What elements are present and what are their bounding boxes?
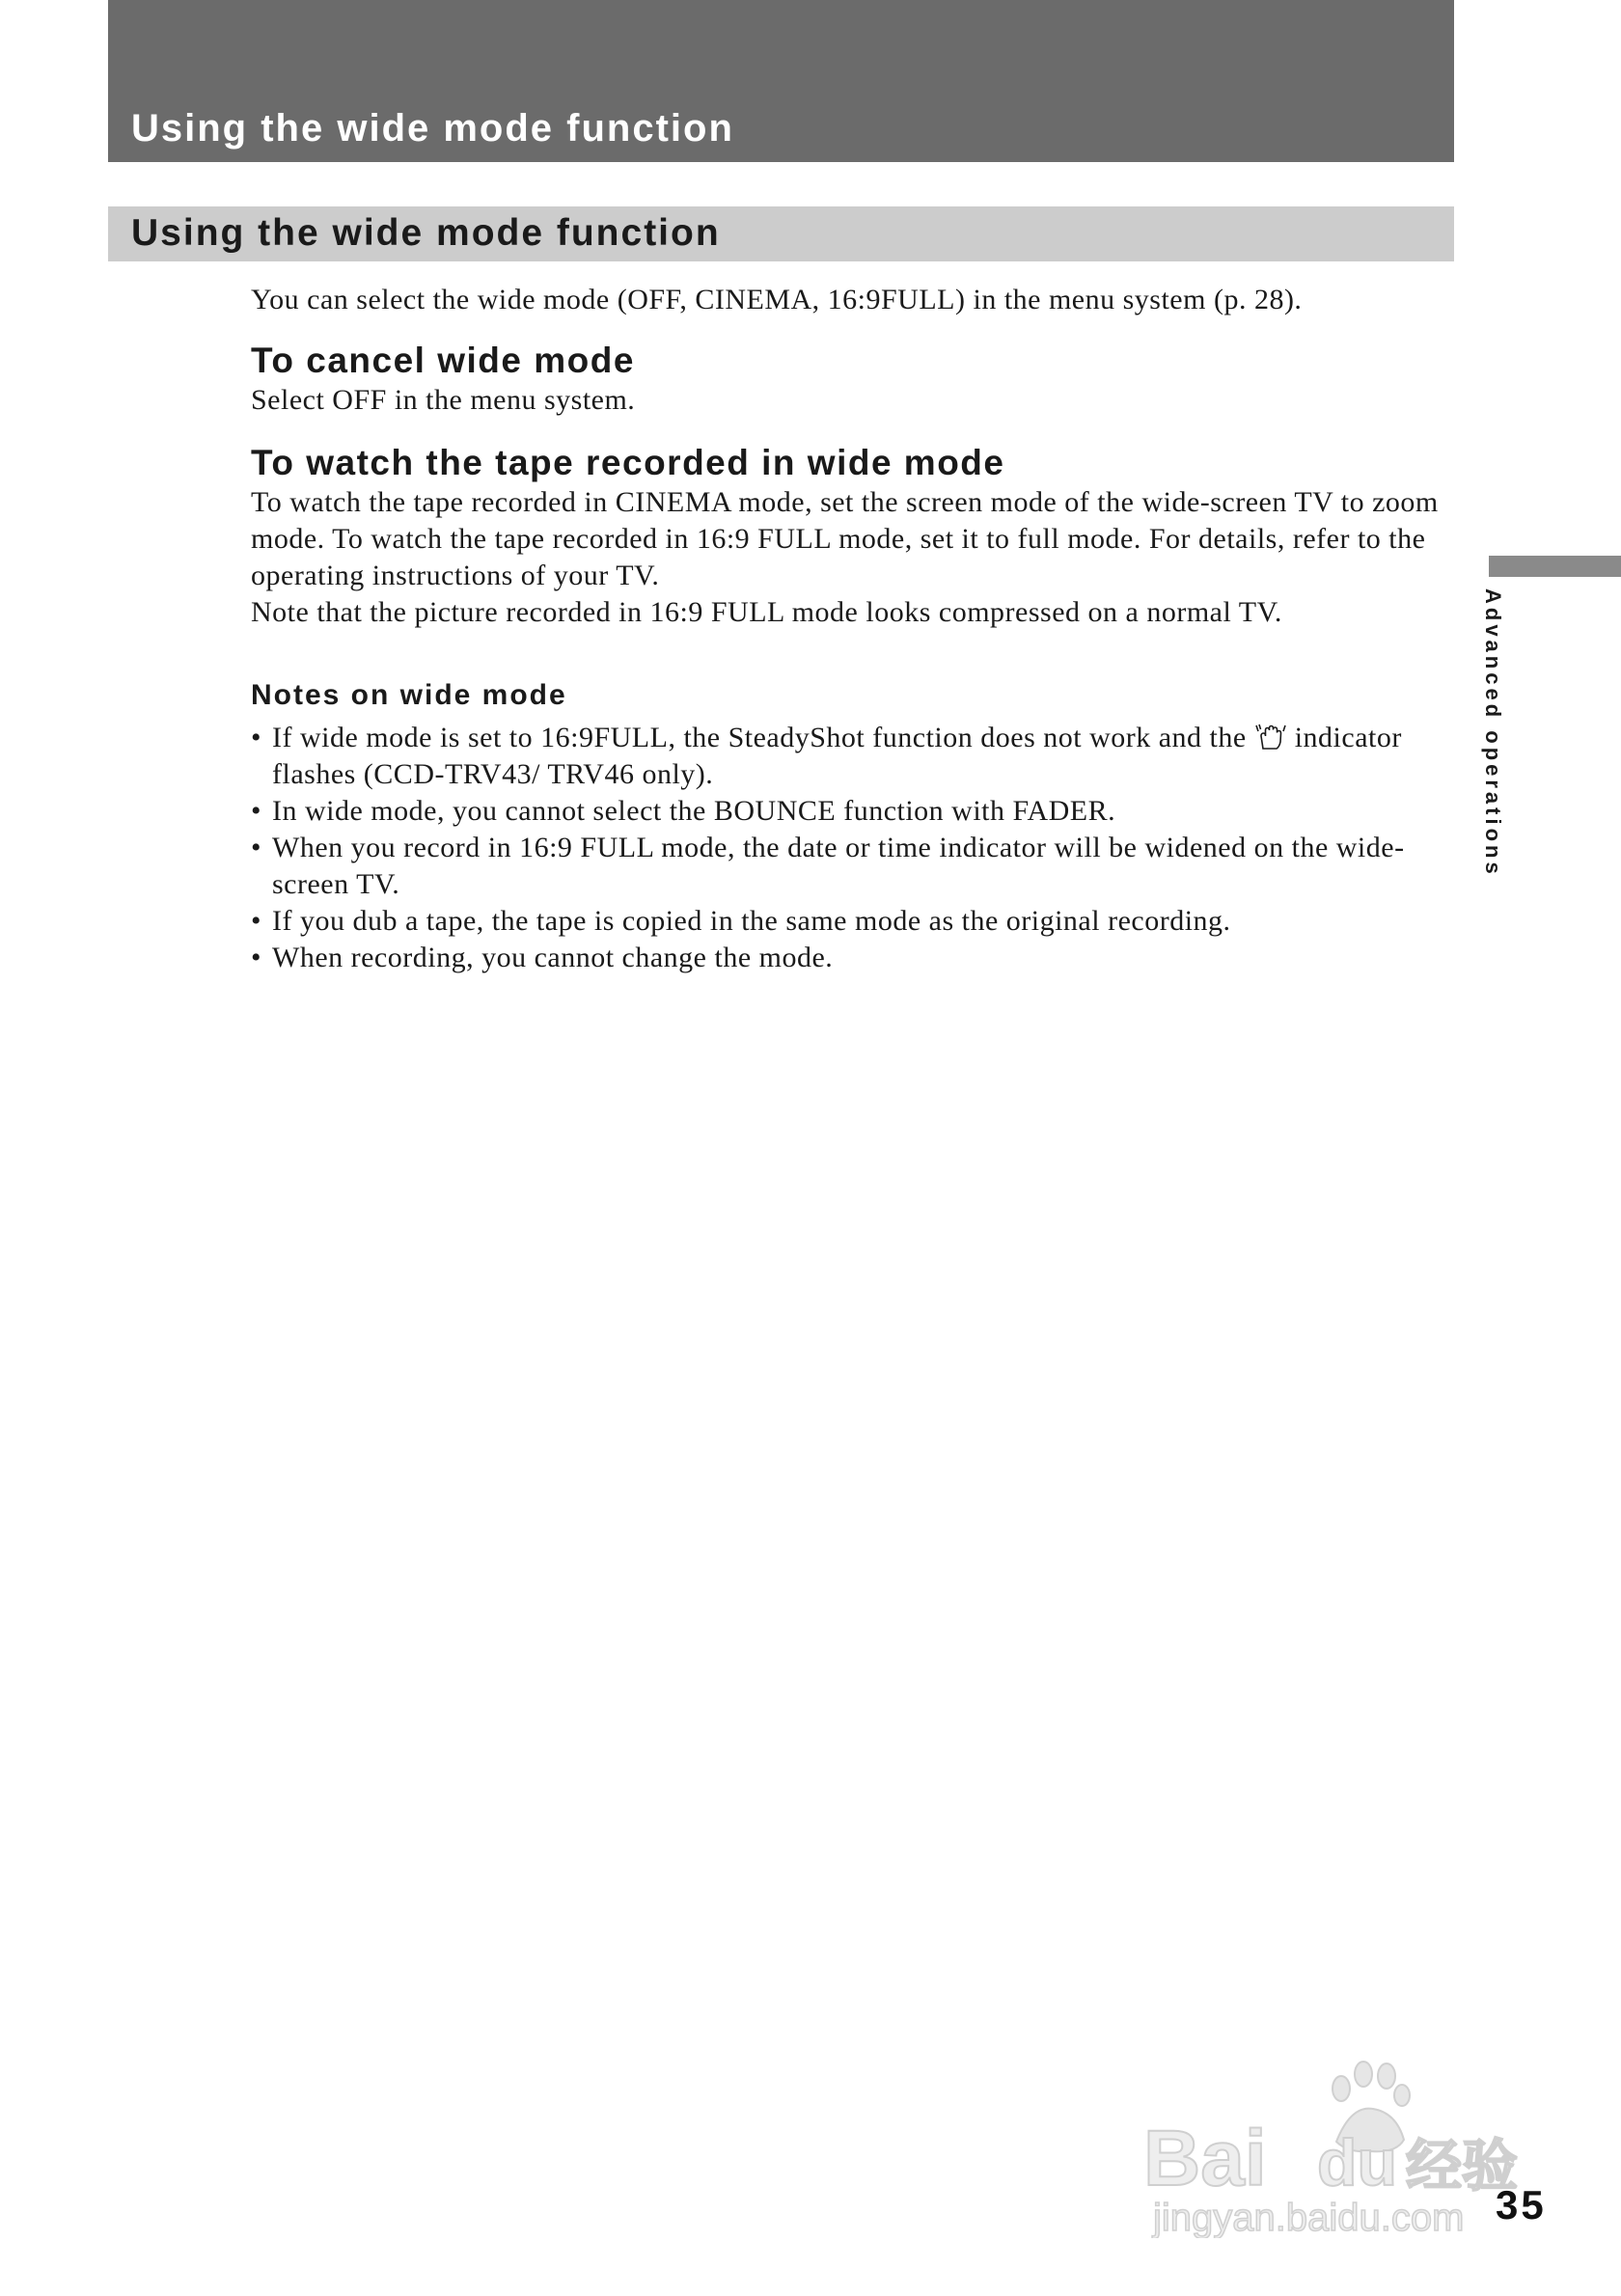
note-text: If wide mode is set to 16:9FULL, the SteadyShot function does not work and the [272, 722, 1247, 753]
header-title: Using the wide mode function [131, 107, 734, 150]
steadyshot-hand-icon [1254, 724, 1287, 751]
section-bar [108, 206, 1454, 261]
notes-heading: Notes on wide mode [251, 679, 567, 711]
note-text: indicator flashes (CCD-TRV43/ TRV46 only). [272, 722, 1402, 790]
watch-paragraph: To watch the tape recorded in CINEMA mode, set the screen mode of the wide-screen TV to zoom mode. To watch the tape recorded in 16:9 FULL mode, set it to full mode. For details, refer to the operating instructions of your TV. [251, 486, 1439, 591]
list-item: • If you dub a tape, the tape is copied in the same mode as the original recording. [251, 903, 1447, 940]
svg-text:经验: 经验 [1406, 2133, 1519, 2199]
watch-block [251, 442, 1447, 631]
page-content [251, 282, 1447, 976]
page-number: 35 [1496, 2182, 1547, 2228]
svg-text:Bai: Bai [1143, 2115, 1267, 2202]
watch-heading: To watch the tape recorded in wide mode [251, 443, 1005, 482]
list-item: • When you record in 16:9 FULL mode, the date or time indicator will be widened on the wide-screen TV. [251, 830, 1447, 903]
baidu-watermark-logo [1143, 2045, 1529, 2238]
cancel-text: Select OFF in the menu system. [251, 384, 636, 416]
side-tab-label: Advanced operations [1481, 588, 1505, 878]
notes-list [251, 720, 1447, 976]
header-bar [108, 0, 1454, 162]
list-item: • When recording, you cannot change the mode. [251, 940, 1447, 976]
section-title: Using the wide mode function [131, 212, 721, 254]
notes-block [251, 677, 1447, 976]
list-item [251, 720, 1447, 793]
list-item: • In wide mode, you cannot select the BOUNCE function with FADER. [251, 793, 1447, 830]
cancel-heading: To cancel wide mode [251, 341, 635, 380]
svg-text:jingyan.baidu.com: jingyan.baidu.com [1153, 2197, 1465, 2238]
watch-note: Note that the picture recorded in 16:9 FULL mode looks compressed on a normal TV. [251, 596, 1282, 628]
cancel-block [251, 340, 1447, 419]
side-tab-marker [1489, 556, 1621, 577]
svg-text:du: du [1317, 2126, 1398, 2200]
intro-paragraph: You can select the wide mode (OFF, CINEMA, 16:9FULL) in the menu system (p. 28). [251, 284, 1303, 315]
